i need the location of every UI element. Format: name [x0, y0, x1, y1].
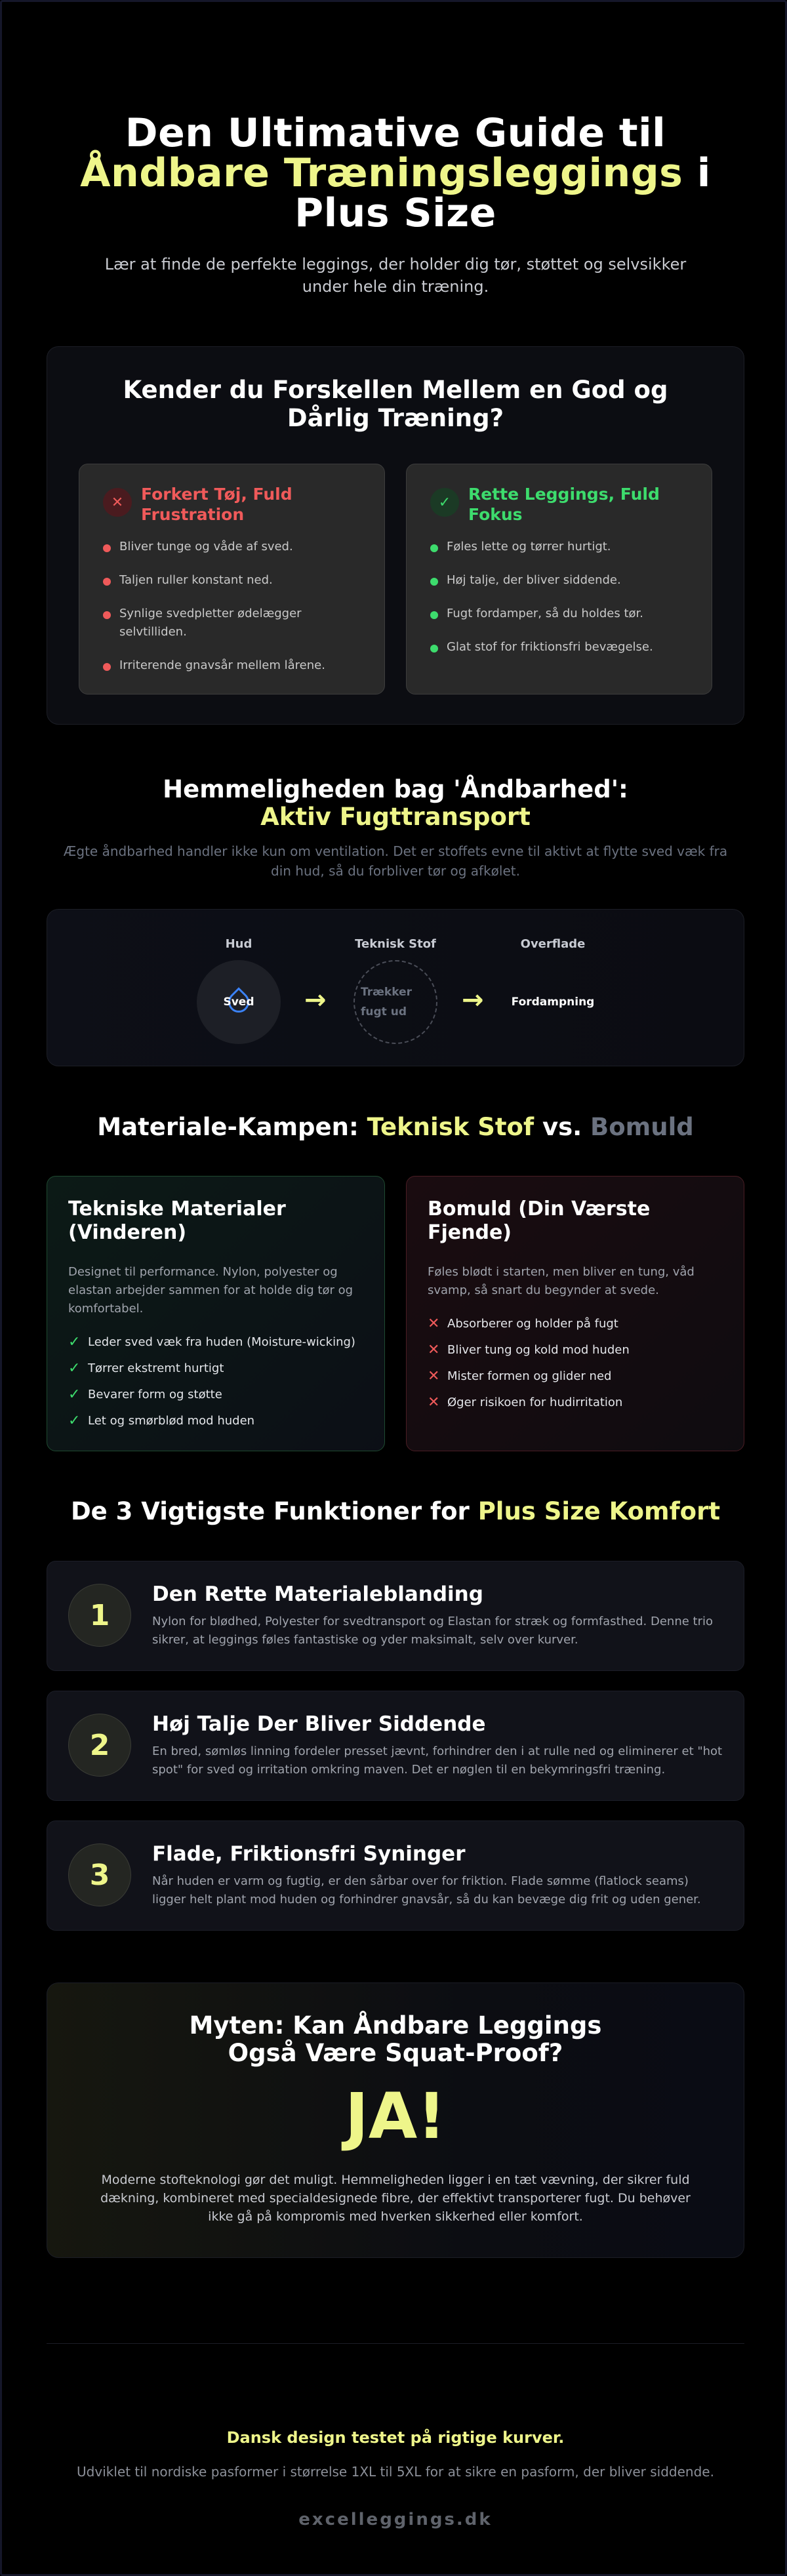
footer [2, 2428, 787, 2529]
list-item: Taljen ruller konstant ned. [103, 571, 358, 590]
feature-number: 1 [68, 1584, 131, 1647]
difference-card [47, 346, 744, 725]
tech-list [68, 1334, 363, 1430]
feature-text: Når huden er varm og fugtig, er den sårbar over for friktion. Flade sømme (flatlock seams) ligger helt plant mod huden og forhindrer gnavsår, så du kan bevæge dig frit og uden gener. [152, 1874, 701, 1906]
list-item [428, 1342, 723, 1359]
list-item: Fugt fordamper, så du holdes tør. [430, 605, 685, 623]
x-icon: ✕ [428, 1316, 440, 1332]
tech-title: Tekniske Materialer (Vinderen) [68, 1197, 286, 1244]
tech-text: Designet til performance. Nylon, polyester og elastan arbejder sammen for at holde dig tør og komfortabel. [68, 1265, 353, 1316]
x-icon: ✕ [428, 1342, 440, 1358]
good-panel-title: Rette Leggings, Fuld Fokus [468, 485, 660, 524]
title-line3: Plus Size [294, 190, 496, 236]
feature-card-1 [47, 1561, 744, 1671]
hero-section [2, 110, 787, 298]
list-item: Høj talje, der bliver siddende. [430, 571, 685, 590]
footer-tagline: Dansk design testet på rigtige kurver. [226, 2428, 565, 2447]
title-accent: Åndbare Træningsleggings [80, 150, 683, 196]
technical-materials-card [47, 1176, 385, 1451]
step-label: Hud [225, 937, 252, 951]
list-item: Irriterende gnavsår mellem lårene. [103, 656, 358, 675]
item-text: Bliver tung og kold mod huden [447, 1343, 630, 1357]
skin-circle [197, 960, 281, 1044]
item-text: Let og smørblød mod huden [88, 1414, 255, 1428]
footer-description: Udviklet til nordiske pasformer i størrelse 1XL til 5XL for at sikre en pasform, der bliver siddende. [77, 2464, 714, 2480]
list-item [428, 1394, 723, 1411]
difference-heading: Kender du Forskellen Mellem en God og Dårlig Træning? [123, 376, 668, 432]
bad-panel-title: Forkert Tøj, Fuld Frustration [141, 485, 293, 524]
feature-card-3 [47, 1821, 744, 1931]
list-item: Bliver tunge og våde af sved. [103, 538, 358, 556]
surface-circle [511, 960, 595, 1044]
fabric-circle [353, 960, 437, 1044]
item-text: Mister formen og glider ned [447, 1369, 612, 1383]
feature-title: Den Rette Materialeblanding [152, 1582, 483, 1606]
item-text: Leder sved væk fra huden (Moisture-wicking) [88, 1335, 355, 1349]
list-item: Glat stof for friktionsfri bevægelse. [430, 638, 685, 656]
feature-number: 3 [68, 1843, 131, 1906]
feature-title: Høj Talje Der Bliver Siddende [152, 1712, 486, 1736]
page-title [2, 110, 787, 236]
myth-card [47, 1982, 744, 2258]
heading-plain: De 3 Vigtigste Funktioner for [70, 1497, 478, 1525]
item-text: Tørrer ekstremt hurtigt [88, 1361, 224, 1375]
item-text: Absorberer og holder på fugt [447, 1317, 618, 1331]
feature-text: En bred, sømløs linning fordeler presset jævnt, forhindrer den i at rulle ned og eliminerer et "hot spot" for sved og irritation omkring maven. Det er nøglen til en bekymringsfri træning. [152, 1744, 723, 1777]
heading-plain: Hemmeligheden bag 'Åndbarhed': [163, 775, 628, 803]
materials-heading [2, 1113, 787, 1141]
footer-divider [47, 2343, 744, 2344]
step-content: Trækker fugt ud [361, 986, 412, 1018]
step-content: Fordampning [511, 996, 595, 1009]
myth-text: Moderne stofteknologi gør det muligt. Hemmeligheden ligger i en tæt vævning, der sikrer fuld dækning, kombineret med specialdesignede fibre, der effektivt transporterer fugt. Du behøver ikke gå på kompromis med hverken sikkerhed eller komfort. [100, 2173, 691, 2224]
list-item: Synlige svedpletter ødelægger selvtilliden. [103, 605, 358, 641]
list-item [428, 1368, 723, 1385]
feature-text: Nylon for blødhed, Polyester for svedtransport og Elastan for stræk og formfasthed. Denne trio sikrer, at leggings føles fantastiske og yder maksimalt, selv over kurver. [152, 1615, 714, 1647]
check-icon: ✓ [68, 1334, 81, 1350]
myth-answer: JA! [345, 2080, 446, 2153]
arrow-right-icon: → [304, 985, 327, 1015]
list-item [68, 1413, 363, 1430]
feature-number: 2 [68, 1714, 131, 1777]
feature-card-2 [47, 1691, 744, 1801]
good-list [430, 538, 685, 656]
moisture-flow-diagram [47, 909, 744, 1066]
heading-vs: vs. [534, 1113, 591, 1141]
breathability-section [2, 776, 787, 881]
cotton-list [428, 1316, 723, 1411]
heading-accent: Aktiv Fugttransport [260, 803, 531, 831]
bad-list [103, 538, 358, 675]
title-after-accent: i [683, 150, 711, 196]
step-label: Overflade [520, 937, 586, 951]
myth-heading: Myten: Kan Åndbare Leggings Også Være Squat-Proof? [189, 2011, 602, 2067]
item-text: Øger risikoen for hudirritation [447, 1396, 623, 1409]
title-line1: Den Ultimative Guide til [125, 110, 666, 156]
x-icon: ✕ [428, 1394, 440, 1411]
cotton-title: Bomuld (Din Værste Fjende) [428, 1197, 651, 1244]
feature-title: Flade, Friktionsfri Syninger [152, 1842, 466, 1866]
check-icon: ✓ [430, 488, 459, 517]
step-surface [487, 937, 618, 1044]
hero-subtitle: Lær at finde de perfekte leggings, der holder dig tør, støttet og selvsikker under hele din træning. [104, 255, 687, 296]
list-item: Føles lette og tørrer hurtigt. [430, 538, 685, 556]
site-link[interactable]: excelleggings.dk [298, 2510, 493, 2529]
cotton-text: Føles blødt i starten, men bliver en tung, våd svamp, så snart du begynder at svede. [428, 1265, 695, 1297]
list-item [428, 1316, 723, 1333]
heading-plain: Materiale-Kampen: [97, 1113, 367, 1141]
list-item [68, 1360, 363, 1377]
heading-accent: Teknisk Stof [367, 1113, 535, 1141]
item-text: Bevarer form og støtte [88, 1388, 222, 1401]
check-icon: ✓ [68, 1386, 81, 1403]
list-item [68, 1386, 363, 1403]
breathability-heading [2, 776, 787, 831]
step-skin [173, 937, 304, 1044]
bad-training-panel [79, 464, 385, 694]
check-icon: ✓ [68, 1360, 81, 1377]
cotton-card [406, 1176, 744, 1451]
check-icon: ✓ [68, 1413, 81, 1429]
heading-muted: Bomuld [590, 1113, 694, 1141]
good-training-panel [406, 464, 712, 694]
step-content: Sved [223, 996, 254, 1009]
x-icon: ✕ [103, 488, 132, 517]
breathability-text: Ægte åndbarhed handler ikke kun om ventilation. Det er stoffets evne til aktivt at flytte sved væk fra din hud, så du forbliver tør og afkølet. [63, 843, 728, 879]
x-icon: ✕ [428, 1368, 440, 1384]
arrow-right-icon: → [462, 985, 484, 1015]
heading-accent: Plus Size Komfort [477, 1497, 721, 1525]
step-label: Teknisk Stof [355, 937, 436, 951]
list-item [68, 1334, 363, 1351]
step-fabric [330, 937, 461, 1044]
features-heading [2, 1497, 787, 1525]
